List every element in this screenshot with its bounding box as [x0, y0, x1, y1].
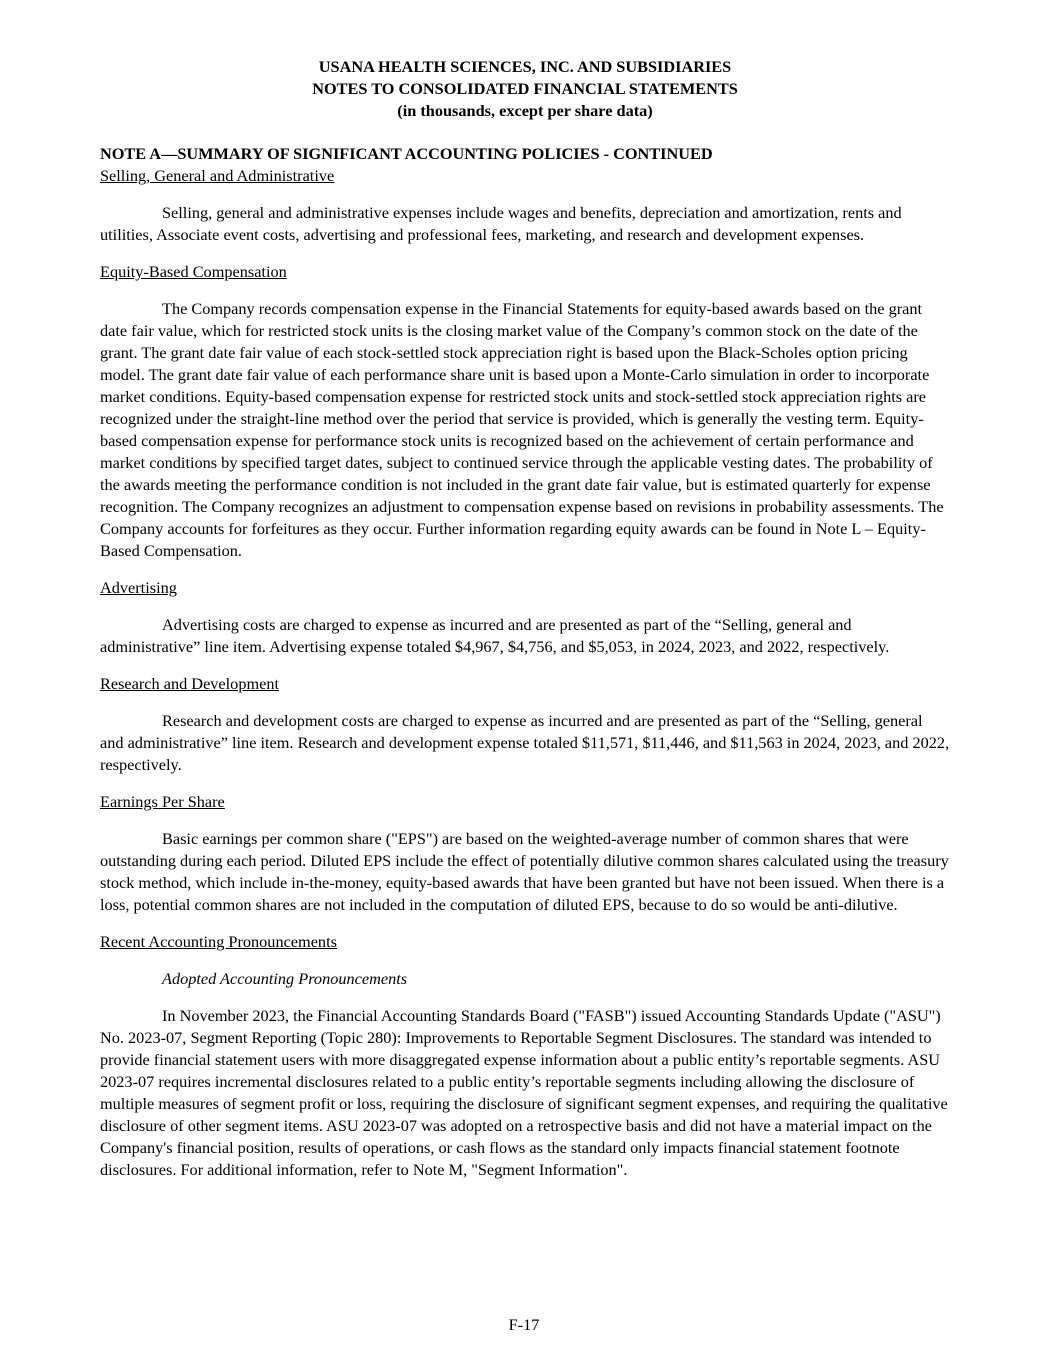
paragraph-earnings-per-share: Basic earnings per common share ("EPS") are based on the weighted-average number of common shares that were outstanding during each period. Diluted EPS include the effect of potentially dilutive common shares calculated using the treasury stock method, which include in-the-money, equity-based awards that have been granted but have not been issued. When there is a loss, potential common shares are not included in the computation of diluted EPS, because to do so would be anti-dilutive.	[100, 829, 949, 914]
paragraph-selling-general-administrative: Selling, general and administrative expenses include wages and benefits, depreciation and amortization, rents and utilities, Associate event costs, advertising and professional fees, marketing, and research and development expenses.	[100, 203, 902, 244]
company-name: USANA HEALTH SCIENCES, INC. AND SUBSIDIARIES	[318, 57, 732, 76]
document-header	[100, 56, 950, 122]
section-heading-recent-accounting-pronouncements: Recent Accounting Pronouncements	[100, 932, 337, 951]
statements-title: NOTES TO CONSOLIDATED FINANCIAL STATEMENTS	[312, 79, 738, 98]
paragraph-research-and-development: Research and development costs are charged to expense as incurred and are presented as part of the “Selling, general and administrative” line item. Research and development expense totaled $11,571, $11,446, and $11,563 in 2024, 2023, and 2022, respectively.	[100, 711, 950, 774]
paragraph-equity-based-compensation: The Company records compensation expense in the Financial Statements for equity-based awards based on the grant date fair value, which for restricted stock units is the closing market value of the Company’s common stock on the date of the grant. The grant date fair value of each stock-settled stock appreciation right is based upon the Black-Scholes option pricing model. The grant date fair value of each performance share unit is based upon a Monte-Carlo simulation in order to incorporate market conditions. Equity-based compensation expense for restricted stock units and stock-settled stock appreciation rights are recognized under the straight-line method over the period that service is provided, which is generally the vesting term. Equity-based compensation expense for performance stock units is recognized based on the achievement of certain performance and market conditions by specified target dates, subject to continued service through the applicable vesting dates. The probability of the awards meeting the performance condition is not included in the grant date fair value, but is estimated quarterly for expense recognition. The Company recognizes an adjustment to compensation expense based on revisions in probability assessments. The Company accounts for forfeitures as they occur. Further information regarding equity awards can be found in Note L – Equity-Based Compensation.	[100, 299, 944, 560]
note-a-heading: NOTE A—SUMMARY OF SIGNIFICANT ACCOUNTING POLICIES - CONTINUED	[100, 144, 713, 163]
sub-heading-adopted-accounting-pronouncements: Adopted Accounting Pronouncements	[162, 969, 408, 988]
paragraph-advertising: Advertising costs are charged to expense as incurred and are presented as part of the “Selling, general and administrative” line item. Advertising expense totaled $4,967, $4,756, and $5,053, in 2024, 2023, and 2022, respectively.	[100, 615, 890, 656]
section-heading-research-and-development: Research and Development	[100, 674, 280, 693]
units-note: (in thousands, except per share data)	[397, 101, 653, 120]
page-number: F-17	[508, 1315, 540, 1334]
section-heading-selling-general-administrative: Selling, General and Administrative	[100, 166, 335, 185]
section-heading-equity-based-compensation: Equity-Based Compensation	[100, 262, 287, 281]
section-heading-earnings-per-share: Earnings Per Share	[100, 792, 225, 811]
document-content	[100, 56, 950, 1181]
section-heading-advertising: Advertising	[100, 578, 177, 597]
paragraph-adopted-accounting-pronouncements: In November 2023, the Financial Accounting Standards Board ("FASB") issued Accounting Standards Update ("ASU") No. 2023-07, Segment Reporting (Topic 280): Improvements to Reportable Segment Disclosures. The standard was intended to provide financial statement users with more disaggregated expense information about a public entity’s reportable segments. ASU 2023-07 requires incremental disclosures related to a public entity’s reportable segments including allowing the disclosure of multiple measures of segment profit or loss, requiring the disclosure of significant segment expenses, and requiring the qualitative disclosure of other segment items. ASU 2023-07 was adopted on a retrospective basis and did not have a material impact on the Company's financial position, results of operations, or cash flows as the standard only impacts financial statement footnote disclosures. For additional information, refer to Note M, "Segment Information".	[100, 1006, 948, 1179]
